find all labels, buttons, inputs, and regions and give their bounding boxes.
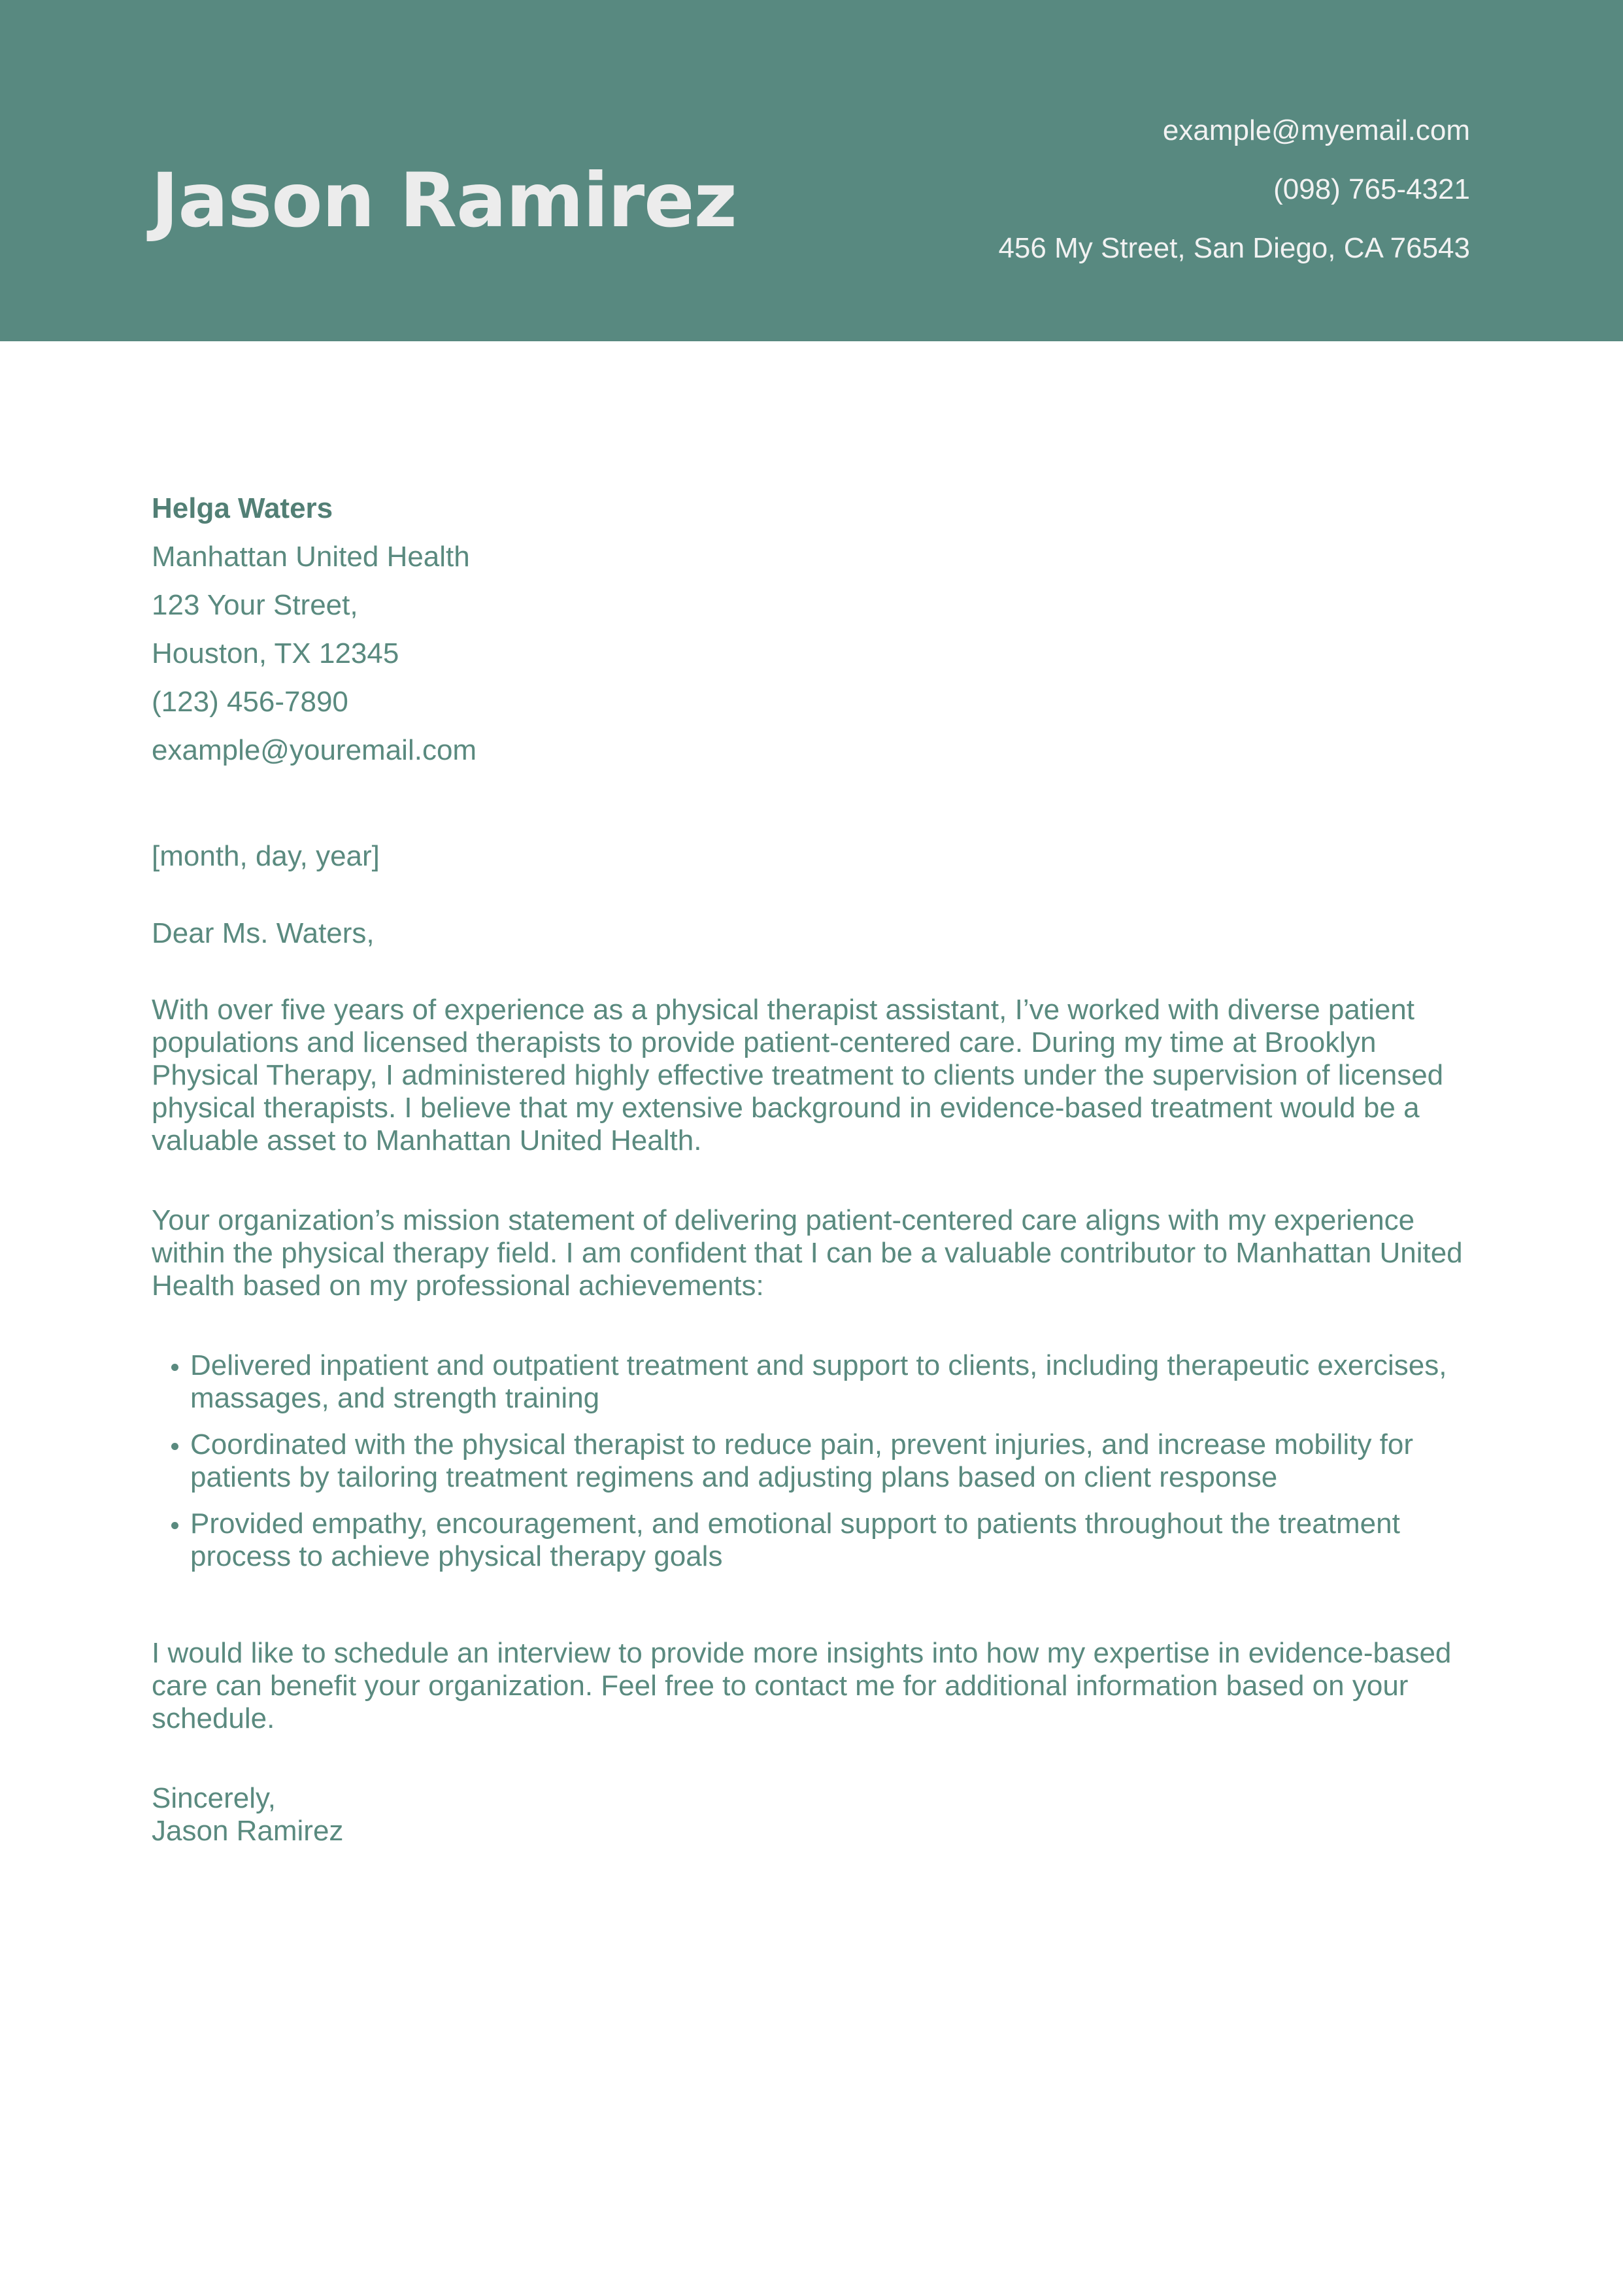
recipient-street: 123 Your Street, [152,589,358,621]
letter-date: [month, day, year] [152,840,380,872]
letter-header [0,0,1623,341]
recipient-company: Manhattan United Health [152,541,470,573]
achievements-list [152,1349,1472,1573]
paragraph-intro: With over five years of experience as a physical therapist assistant, I’ve worked with diverse patient populations and licensed therapists to provide patient-centered care. During my time at Brooklyn Physical Therapy, I administered highly effective treatment to clients under the supervision of licensed physical therapists. I believe that my extensive background in evidence-based treatment would be a valuable asset to Manhattan United Health. [152,994,1444,1156]
recipient-phone: (123) 456-7890 [152,686,348,718]
sender-contact [998,111,1470,288]
achievement-item: • Coordinated with the physical therapist to reduce pain, prevent injuries, and increase mobility for patients by tailoring treatment regimens and adjusting plans based on client response [190,1428,1472,1494]
salutation: Dear Ms. Waters, [152,917,375,949]
letter-body [152,489,1472,1848]
achievement-item: • Provided empathy, encouragement, and emotional support to patients throughout the treatment process to achieve physical therapy goals [190,1508,1472,1573]
sender-name: Jason Ramirez [151,157,737,244]
recipient-block [152,489,1472,779]
recipient-city: Houston, TX 12345 [152,637,399,669]
sender-phone: (098) 765-4321 [1273,173,1470,205]
recipient-name: Helga Waters [152,492,333,524]
signature-name: Jason Ramirez [152,1815,344,1847]
closing-phrase: Sincerely, [152,1782,276,1814]
sender-email: example@myemail.com [1162,114,1470,146]
recipient-email: example@youremail.com [152,734,477,766]
sender-address: 456 My Street, San Diego, CA 76543 [998,232,1470,264]
paragraph-mission: Your organization’s mission statement of delivering patient-centered care aligns with my experience within the physical therapy field. I am confident that I can be a valuable contributor to Manhattan United Health based on my professional achievements: [152,1204,1463,1302]
paragraph-closing: I would like to schedule an interview to provide more insights into how my expertise in evidence-based care can benefit your organization. Feel free to contact me for additional information based on your schedule. [152,1637,1452,1734]
sign-off [152,1782,1472,1848]
achievement-item: • Delivered inpatient and outpatient treatment and support to clients, including therapeutic exercises, massages, and strength training [190,1349,1472,1415]
